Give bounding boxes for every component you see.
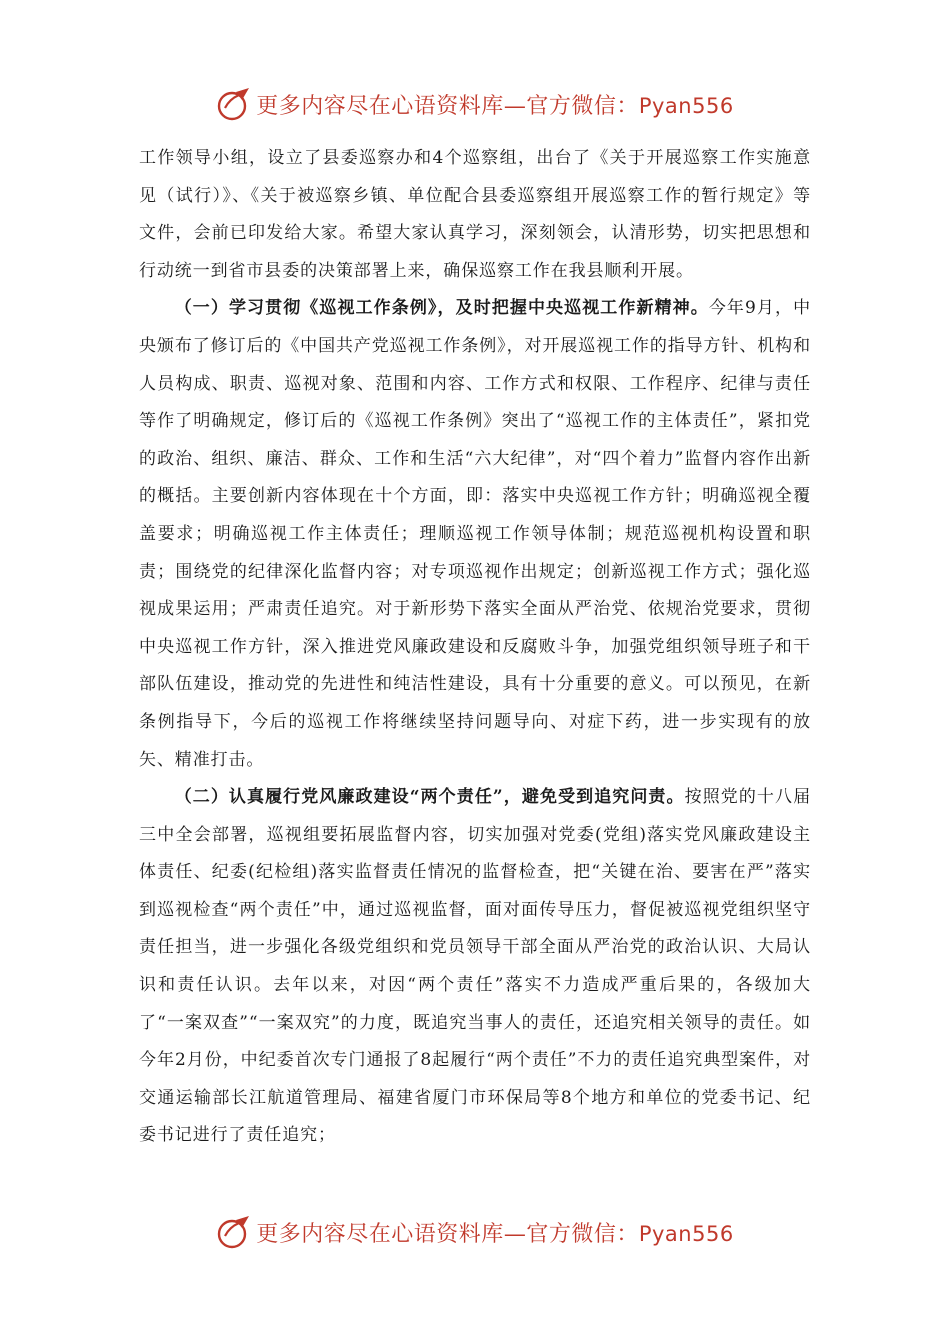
banner-main-text: 更多内容尽在心语资料库 [256,1221,504,1247]
header-banner [0,84,950,124]
paragraph-section-two [139,779,811,1155]
section-heading-one: （一）学习贯彻《巡视工作条例》，及时把握中央巡视工作新精神。 [174,298,709,319]
banner-text [256,1217,733,1248]
document-body [139,140,811,1155]
paragraph-body: 今年9月，中央颁布了修订后的《中国共产党巡视工作条例》，对开展巡视工作的指导方针、机构和人员构成、职责、巡视对象、范围和内容、工作方式和权限、工作程序、纪律与责任等作了明确规定，修订后的《巡视工作条例》突出了“巡视工作的主体责任”，紧扣党的政治、组织、廉洁、群众、工作和生活“六大纪律”，对“四个着力”监督内容作出新的概括。主要创新内容体现在十个方面，即：落实中央巡视工作方针；明确巡视全覆盖要求；明确巡视工作主体责任；理顺巡视工作领导体制；规范巡视机构设置和职责；围绕党的纪律深化监督内容；对专项巡视作出规定；创新巡视工作方式；强化巡视成果运用；严肃责任追究。对于新形势下落实全面从严治党、依规治党要求，贯彻中央巡视工作方针，深入推进党风廉政建设和反腐败斗争，加强党组织领导班子和干部队伍建设，推动党的先进性和纯洁性建设，具有十分重要的意义。可以预见，在新条例指导下，今后的巡视工作将继续坚持问题导向、对症下药，进一步实现有的放矢、精准打击。 [139,298,812,770]
banner-main-text: 更多内容尽在心语资料库 [256,93,504,119]
paragraph-body: 工作领导小组，设立了县委巡察办和4个巡察组，出台了《关于开展巡察工作实施意见（试行）》、《关于被巡察乡镇、单位配合县委巡察组开展巡察工作的暂行规定》等文件，会前已印发给大家。希望大家认真学习，深刻领会，认清形势，切实把思想和行动统一到省市县委的决策部署上来，确保巡察工作在我县顺利开展。 [139,148,811,281]
paragraph-body: 按照党的十八届三中全会部署，巡视组要拓展监督内容，切实加强对党委(党组)落实党风廉政建设主体责任、纪委(纪检组)落实监督责任情况的监督检查，把“关键在治、要害在严”落实到巡视检查“两个责任”中，通过巡视监督，面对面传导压力，督促被巡视党组织坚守责任担当，进一步强化各级党组织和党员领导干部全面从严治党的政治认识、大局认识和责任认识。去年以来，对因“两个责任”落实不力造成严重后果的，各级加大了“一案双查”“一案双究”的力度，既追究当事人的责任，还追究相关领导的责任。如今年2月份，中纪委首次专门通报了8起履行“两个责任”不力的责任追究典型案件，对交通运输部长江航道管理局、福建省厦门市环保局等8个地方和单位的党委书记、纪委书记进行了责任追究； [139,787,811,1146]
paragraph-section-one [139,290,811,779]
paragraph-continuation [139,140,811,290]
banner-text [256,89,733,120]
banner-separator: — [503,93,527,119]
banner-contact-id: Pyan556 [638,1221,734,1246]
section-heading-two: （二）认真履行党风廉政建设“两个责任”，避免受到追究问责。 [174,787,685,808]
quill-logo-icon [216,86,252,122]
banner-contact-label: 官方微信： [526,1221,639,1247]
footer-banner [0,1212,950,1252]
banner-separator: — [503,1221,527,1247]
banner-contact-id: Pyan556 [638,93,734,118]
banner-contact-label: 官方微信： [526,93,639,119]
quill-logo-icon [216,1214,252,1250]
